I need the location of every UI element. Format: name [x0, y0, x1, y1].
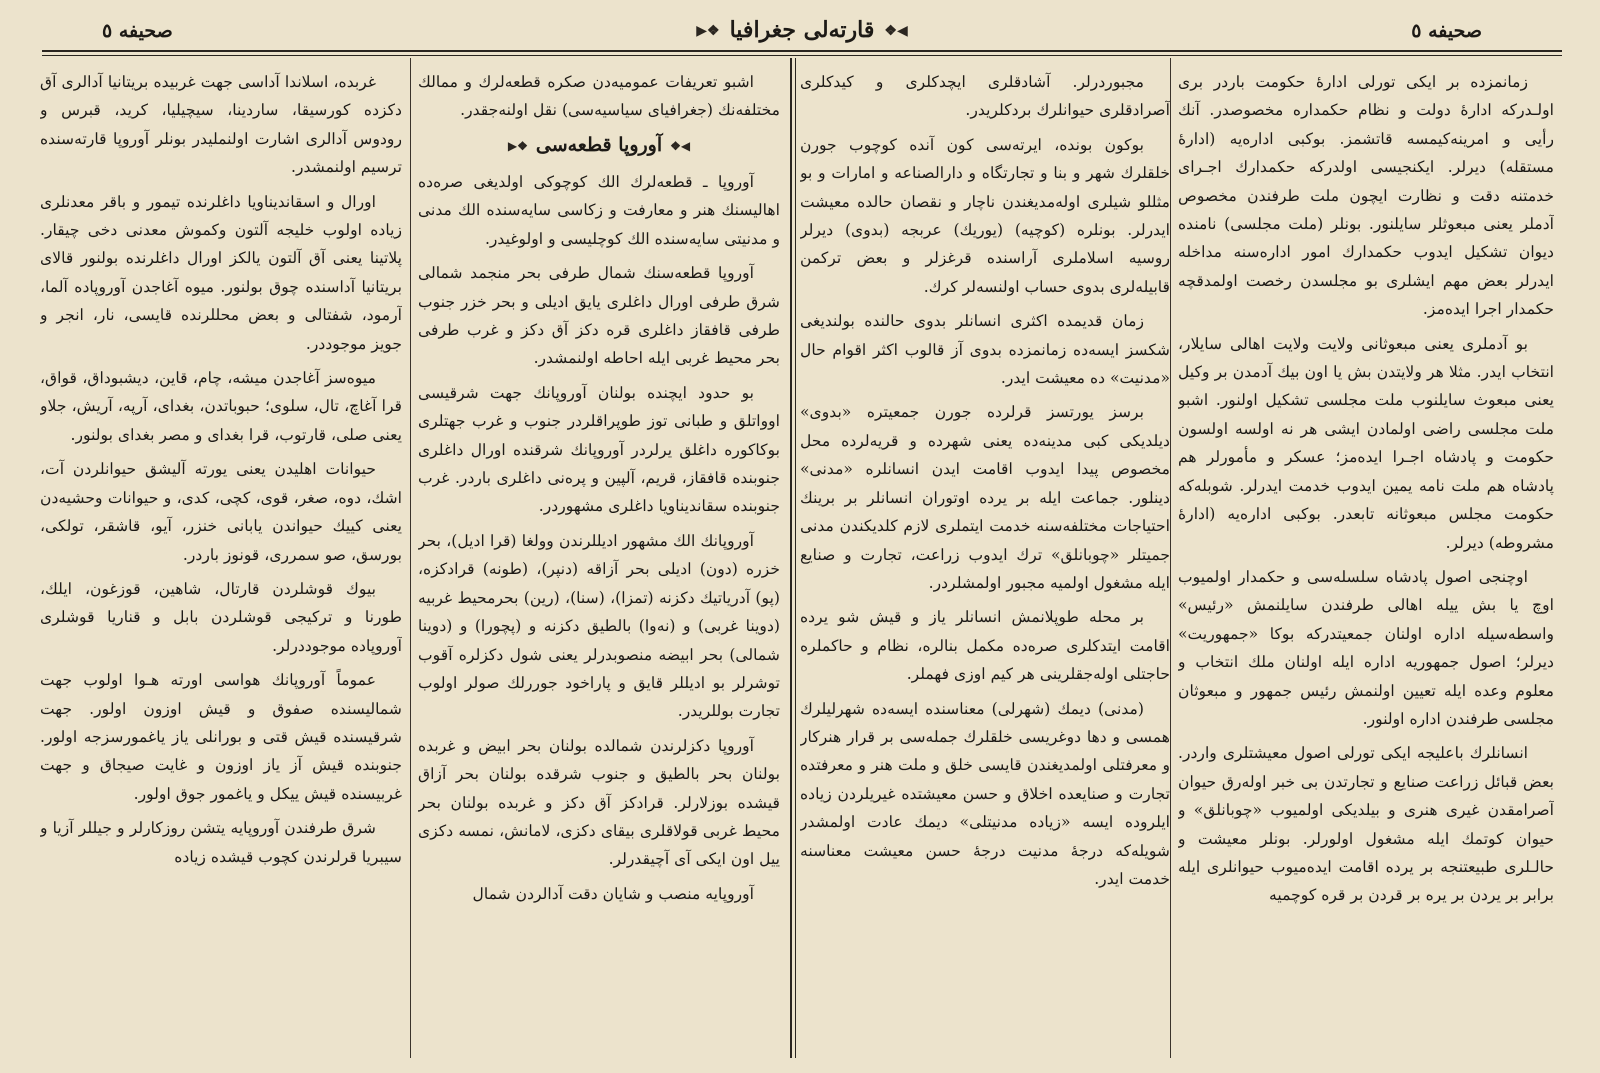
paragraph: اوچنجی اصول پادشاه سلسله‌سی و حکمدار اولمیوب اوچ یا بش ییله اهالی طرفندن سایلنمش «رئیس» واسطه‌سیله اداره اولنان جمعیتدرکه بوکا «جمهوریت» دیرلر؛ اصول جمهوریه اداره ایله اولنان ملك انتخاب و معلوم وعده ایله تعیین اولنمش رئیس جمهور و مبعوثان مجلسی طرفندن اداره اولنور.	[1178, 567, 1554, 728]
paragraph: مجبوردرلر. آشادقلری ایچدکلری و کیدکلری آصرادقلری حیوانلرك بردکلریدر.	[800, 73, 1170, 120]
paragraph: بر محله طوپلانمش انسانلر یاز و قیش شو یرده اقامت ایتدکلری صره‌ده مکمل بنالره، نظام و حاکملره حاجتلی اوله‌جقلرینی هر کیم اوزی فهملر.	[800, 608, 1170, 684]
paragraph: غربده، اسلاندا آداسی جهت غربیده بریتانیا آدالری آق دکزده کورسیقا، ساردینا، سیچیلیا، کرید، قبرس و رودوس آدالری اشارت اولنملیدر بونلر آوروپا قارته‌سنده ترسیم اولنمشدر.	[40, 73, 402, 177]
paragraph: آوروپا دکزلرندن شمالده بولنان بحر ابیض و غربده بولنان بحر بالطیق و جنوب شرقده بولنان بحر آزاق قیشده بوزلارلر. قرادکز آق دکز و غربده بولنان بحر محیط غربی قولاقلری بیقای دکزی، لامانش، نمسه دکزی ییل اون ایکی آی آچیقدرلر.	[418, 736, 780, 869]
section-heading-text: آوروپا قطعه‌سی	[535, 133, 663, 156]
ornament-right-icon: ❖▶	[696, 23, 720, 39]
paragraph: اشبو تعریفات عمومیه‌دن صکره قطعه‌لرك و ممالك مختلفه‌نك (جغرافیای سیاسیه‌سی) نقل اولنه‌جقدر.	[418, 73, 780, 120]
paragraph: عموماً آوروپانك هواسی اورته هـوا اولوب جهت شمالیسنده صفوق و قیش اوزون اولور. جهت شرقیسنده قیش قتی و بورانلی یاز یاغمورسزجه اولور. جنوبنده قیش آز یاز اوزون و غایت صیجاق و جهت غربیسنده قیش ییکل و یاغمور جوق اولور.	[40, 671, 402, 803]
paragraph: زمانمزده بر ایکی تورلی ادارهٔ حکومت باردر بری اولـدرکه ادارهٔ دولت و نظام حکمدارە مخصوصدر. آنك رأیی و امرینه‌کیمسه قاتشمز. بوکبی اداره‌یه (ادارهٔ مستقله) دیرلر. ایکنجیسی اولدرکه حکمدارك اجـرای خدمتنه دقت و نظارت ایچون ملت طرفندن مخصوص آدملر یعنی مبعوثلر سایلنور. بونلر (ملت مجلسی) نامنده دیوان تشکیل ایدوب حکمدارك امور اداره‌سنه مداخله ایدرلر بعض مهم ایشلری بو مجلسدن رخصت اولمدقچه حکمدار اجرا ایدەمز.	[1178, 73, 1554, 319]
column-divider	[1170, 58, 1171, 1058]
header-rule	[42, 50, 1562, 52]
ornament-left-icon: ◀❖	[884, 23, 908, 39]
column-3	[418, 68, 780, 1058]
paragraph: آوروپایه منصب و شایان دقت آدالردن شمال	[472, 884, 754, 903]
paragraph: بیوك قوشلردن قارتال، شاهین، قوزغون، ایلك، طورنا و ترکیجی قوشلردن بابل و قناریا قوشلری آوروپاده موجوددرلر.	[40, 579, 402, 655]
column-4	[40, 68, 402, 1058]
section-heading	[418, 131, 780, 160]
paragraph: آوروپا قطعه‌سنك شمال طرفی بحر منجمد شمالی شرق طرفی اورال داغلری یایق ادیلی و بحر خزر جنوب طرفی قافقاز داغلری قره دکز آق دکز و غرب طرفی بحر محیط غربی ایله احاطه اولنمشدر.	[418, 264, 780, 368]
paragraph: اورال و اسقاندیناویا داغلرنده تیمور و باقر معدنلری زیاده اولوب خلیجه آلتون وکموش معدنی دخی چیقار. پلاتینا یعنی آق آلتون یالکز اورال داغلرنده بولنور قالای بریتانیا آداسنده چوق بولنور. میوه آغاجدن آوروپاده آلما، آرمود، شفتالی و بعض محللرنده قایسی، نار، انجر و جویز موجوددر.	[40, 192, 402, 353]
page-title: قارته‌لی جغرافیا	[729, 17, 875, 43]
page-title-block	[42, 17, 1562, 43]
page-number-left: صحیفه ٥	[102, 20, 173, 42]
paragraph: (مدنی) دیمك (شهرلی) معناسنده ایسه‌ده شهرلیلرك همسی و دها دوغریسی خلقلرك جمله‌سی بر قرار هنرکار و معرفتلی اولمدیغندن قایسی خلق و ملت هنر و معرفتده تجارت و صنایعده اخلاق و حسن معیشتده غیریلردن زیاده ایلروده ایسه «زیاده مدنیتلی» دیمك عادت اولمشدر شویله‌که درجهٔ مدنیت درجهٔ حسن معیشت معناسنه خدمت ایدر.	[800, 699, 1170, 888]
paragraph: زمان قدیمده اکثری انسانلر بدوی حالنده بولندیغی شکسز ایسه‌ده زمانمزده بدوی آز قالوب اکثر اقوام حال «مدنیت» ده معیشت ایدر.	[800, 312, 1170, 388]
paragraph: انسانلرك باعلیجه ایکی تورلی اصول معیشتلری واردر. بعض قبائل زراعت صنایع و تجارتدن بی خبر اولەرق حیوان آصرامقدن غیری هنری و بیلدیکی اولمیوب «چوبانلق» و حیوان کوتمك ایله مشغول اولورلر. بونلر معیشت و حالـلری طبیعتنجه بر یرده اقامت ایدەمیوب حیوانلری ایله برابر بر یردن بر یره بر قردن بر قره کوچمیه	[1178, 744, 1554, 905]
center-divider-thin	[795, 58, 796, 1058]
column-1	[1178, 68, 1554, 1058]
paragraph: برسز یورتسز قرلرده جورن جمعیتره «بدوی» دیلدیکی کبی مدینه‌ده یعنی شهرده و قریه‌لرده محل مخصوص پیدا ایدوب اقامت ایدن انسانلره «مدنی» دینلور. جماعت ایله بر یرده اوتوران انسانلر بر برینك احتیاجات مختلفه‌سنه خدمت ایتملری لازم کلدیکندن مدنی جمیتلر «چوبانلق» ترك ایدوب زراعت، تجارت و صنایع ایله مشغول اولمیه مجبور اولمشلردر.	[800, 403, 1170, 592]
column-divider	[410, 58, 411, 1058]
ornament-icon: ❖▶	[507, 138, 528, 153]
paragraph: بو حدود ایچنده بولنان آوروپانك جهت شرقیسی اوواتلق و طبانی توز طوپراقلردر جنوب و غرب جهتلری بوکاکوره داغلق یرلردر آوروپانك شرقنده اورال داغلری جنوبنده قافقاز، قریم، آلپین و پره‌نی داغلری باردر. غرب جنوبنده سقاندیناویا داغلری مشهوردر.	[418, 383, 780, 516]
paragraph: بو آدملری یعنی مبعوثانی ولایت ولایت اهالی سایلار، انتخاب ایدر. مثلا هر ولایتدن بش یا اون بیك آدمدن بر وکیل یعنی مبعوث سایلنوب ملت مجلسی تشکیل اولنور. اشبو ملت مجلسی راضی اولمادن ایشی هر نه اولسه اولسون حکومت و پادشاه اجـرا ایدەمز؛ عسکر و مأمورلر هم پادشاه هم ملت نامه یمین ایدوب خدمت ایدرلر. شوبله‌که حکومت مجلس مبعوثانه تابعدر. بوکبی اداره‌یه (ادارهٔ مشروطه) دیرلر.	[1178, 334, 1554, 552]
page-number-right: صحیفه ٥	[1411, 20, 1482, 42]
paragraph: آوروپا ـ قطعه‌لرك الك کوچوکی اولدیغی صره‌ده اهالیسنك هنر و معارفت و زکاسی سایه‌سنده الك مدنی و مدنیتی سایه‌سنده الك کوچلیسی و اولوغیدر.	[418, 173, 780, 248]
center-divider	[790, 58, 792, 1058]
paragraph: حیوانات اهلیدن یعنی یورته آلیشق حیوانلردن آت، اشك، دوه، صغر، قوی، کچی، کدی، و حیوانات وحشیه‌دن یعنی کییك حیواندن یابانی خنزر، آیو، قاشقر، تولکی، بورسق، صو سمرری، قونوز باردر.	[40, 460, 402, 564]
column-2	[800, 68, 1170, 1058]
paragraph: آوروپانك الك مشهور ادیللرندن وولغا (قرا ادیل)، بحر خزره (دون) ادیلی بحر آزاقه (دنپر)، (طونه) قرادکزه، (پو) آدریاتیك دکزنه (تمزا)، (سنا)، (رین) بحرمحیط غربیه (دوینا غربی) و (نەوا) بالطیق دکزنه و (پچورا) و (دوینا شمالی) بحر ابیضه منصوبدرلر یعنی شول دکزلره آقوب توشرلر بو ادیللر قایق و پاراخود جوررلك صولر اولوب تجارت بوللریدر.	[418, 531, 780, 721]
page-header	[42, 14, 1562, 50]
ornament-icon: ◀❖	[670, 138, 691, 153]
header-rule-thin	[42, 55, 1562, 56]
paragraph: میوه‌سز آغاجدن میشه، چام، قاین، دیشبوداق، قواق، قرا آغاچ، تال، سلوی؛ حبوباتدن، بغدای، آرپه، آریش، جلاو یعنی صلی، قارتوب، قرا بغدای و مصر بغدای بولنور.	[40, 369, 402, 444]
paragraph: شرق طرفندن آوروپایه یتشن روزکارلر و جیللر آزیا و سیبریا قرلرندن کچوب قیشده زیاده	[40, 819, 402, 866]
paragraph: بوکون بونده، ایرته‌سی کون آنده کوچوب جورن خلقلرك شهر و بنا و تجارتگاه و دارالصناعه و امارات و بو مثللو شیلری اولەمدیغندن ناچار و نقصان حالده معیشت ایدرلر. بونلره (کوچیه) (یوریك) عربجه (بدوی) دیرلر روسیه اسلاملری آراسنده قرغزلر و بعض ترکمن قابیله‌لری بدوی حساب اولنسه‌لر کرك.	[800, 135, 1170, 296]
